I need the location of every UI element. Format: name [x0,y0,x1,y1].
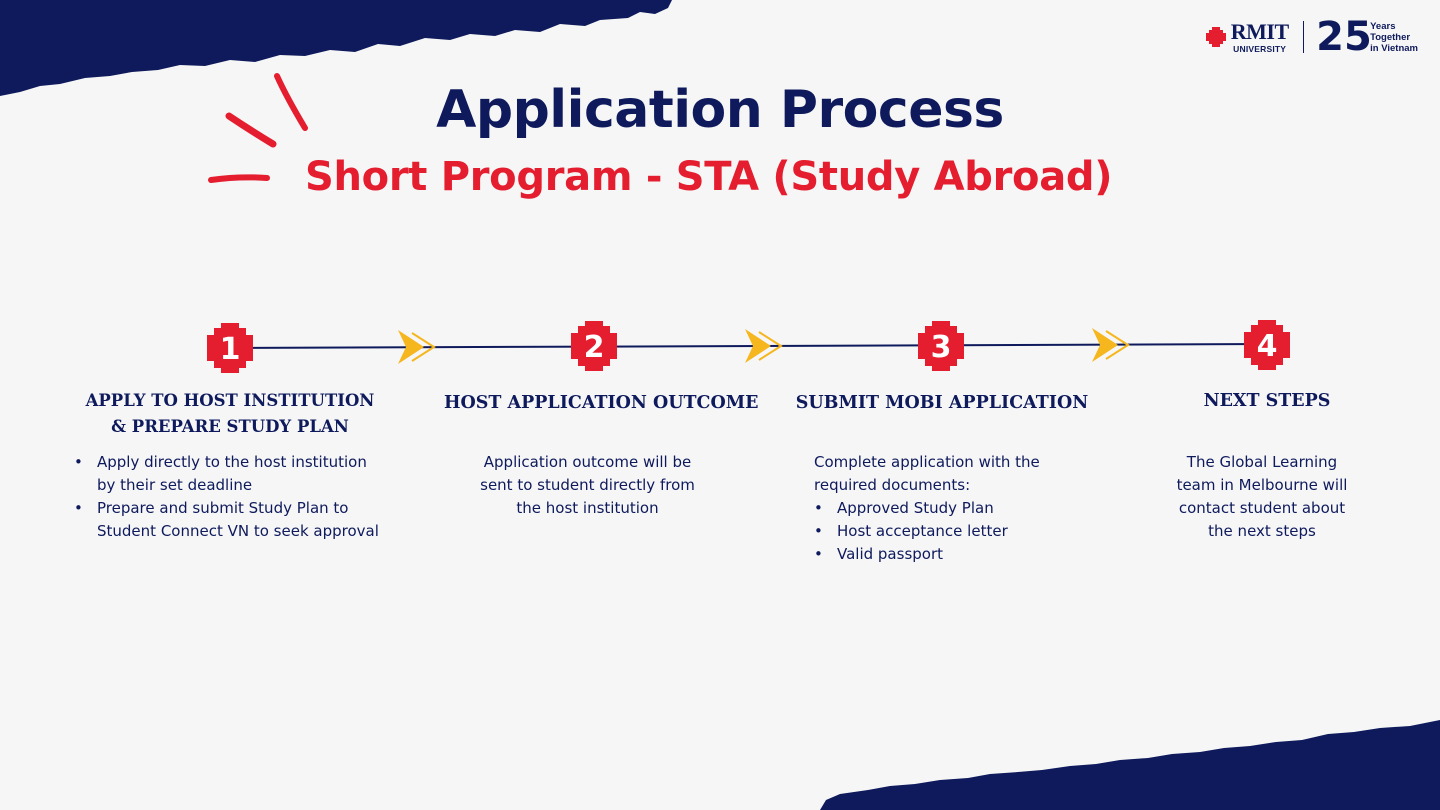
list-item: • Approved Study Plan [814,497,1104,520]
list-item: • Host acceptance letter [814,520,1104,543]
step-number: 4 [1256,329,1278,364]
step-title-line: & PREPARE STUDY PLAN [111,417,349,436]
text-line: The Global Learning [1186,453,1338,471]
anniversary-line: in Vietnam [1370,42,1418,54]
step-1-title [80,388,380,440]
step-3-title [792,390,1092,416]
list-item: • Apply directly to the host institution by their set deadline [74,451,379,497]
step-3-bullets [814,497,1104,566]
step-title-line: HOST APPLICATION OUTCOME [444,393,759,413]
logo-divider [1303,21,1305,53]
page-title: Application Process [436,80,1004,140]
step-badge-1 [207,323,253,373]
text-line: required documents: [814,476,971,494]
step-title-line: SUBMIT MOBI APPLICATION [795,393,1089,413]
text-line: the next steps [1208,522,1316,540]
step-2-text [440,451,735,520]
step-2-title [444,390,759,416]
rmit-wordmark: RMIT [1230,18,1289,44]
process-timeline [0,300,1440,380]
anniversary-badge [1316,14,1372,60]
list-item: • Valid passport [814,543,1104,566]
step-3-text [814,451,1104,566]
step-badge-2 [571,321,617,371]
page-subtitle: Short Program - STA (Study Abroad) [305,154,1113,200]
step-number: 1 [219,332,241,367]
anniversary-text [1370,21,1418,54]
step-badge-3 [918,321,964,371]
rmit-university-label: UNIVERSITY [1233,43,1287,54]
anniversary-line: Together [1370,31,1411,43]
rmit-logo [1205,14,1418,60]
step-number: 2 [583,330,605,365]
text-line: Complete application with the [814,453,1040,471]
anniversary-line: Years [1370,20,1396,32]
step-number: 3 [930,330,952,365]
text-line: contact student about [1178,499,1346,517]
step-4-text [1132,451,1392,543]
text-line: the host institution [516,499,659,517]
rmit-pixel-icon [1205,26,1227,48]
step-title-line: APPLY TO HOST INSTITUTION [85,391,375,410]
text-line: sent to student directly from [480,476,695,494]
step-badge-4 [1244,320,1290,370]
step-4-title [1117,388,1417,414]
anniversary-number: 25 [1316,14,1372,60]
step-1-bullets [74,451,379,543]
list-item: • Prepare and submit Study Plan to Student Connect VN to seek approval [74,497,379,543]
step-title-line: NEXT STEPS [1203,391,1331,411]
text-line: team in Melbourne will [1176,476,1348,494]
torn-paper-bottom-right [820,720,1440,810]
text-line: Application outcome will be [483,453,692,471]
